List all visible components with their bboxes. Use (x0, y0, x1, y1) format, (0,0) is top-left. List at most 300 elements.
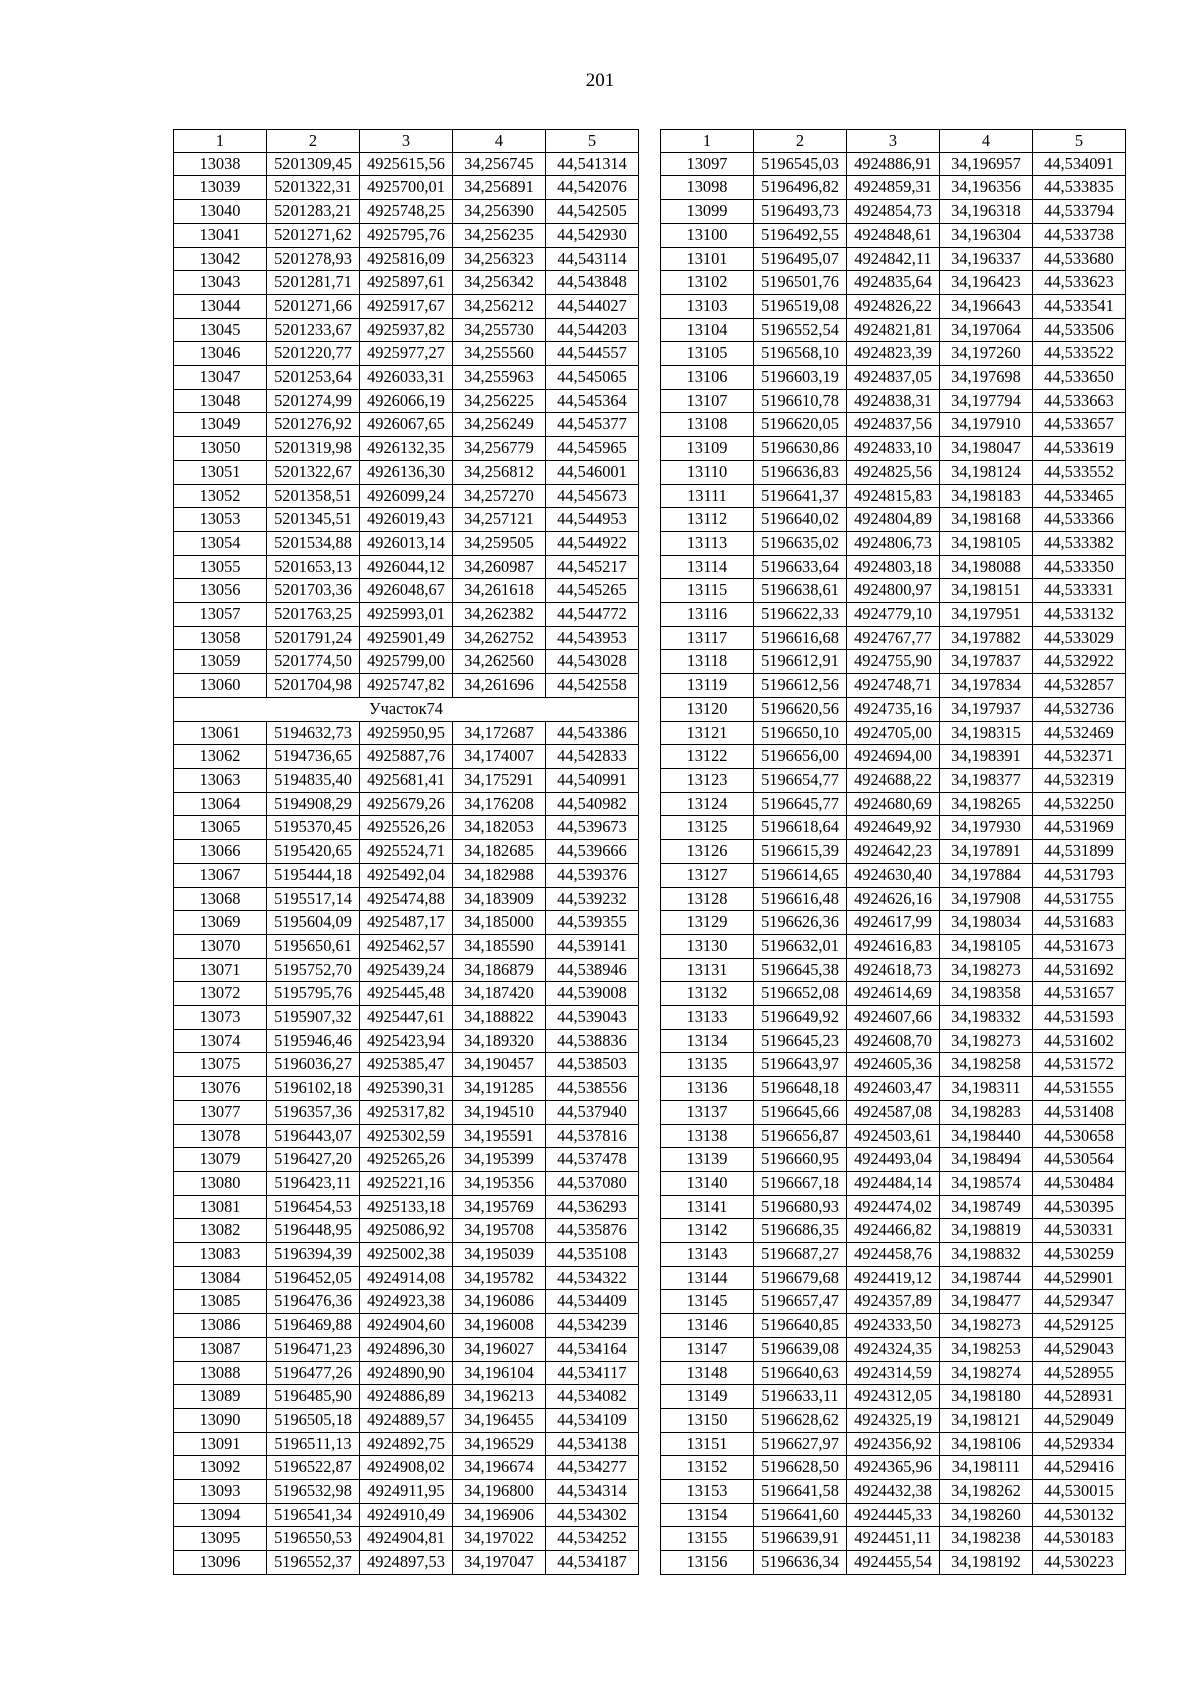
table-cell: 4924503,61 (847, 1124, 940, 1148)
table-cell: 44,538503 (546, 1053, 639, 1077)
table-cell: 5196645,66 (754, 1100, 847, 1124)
table-cell: 5201791,24 (267, 626, 360, 650)
table-cell: 4924806,73 (847, 531, 940, 555)
table-cell: 4925385,47 (360, 1053, 453, 1077)
table-cell: 4924748,71 (847, 674, 940, 698)
table-cell: 44,529416 (1033, 1456, 1126, 1480)
table-cell: 4925462,57 (360, 934, 453, 958)
table-cell: 4924886,91 (847, 152, 940, 176)
table-cell: 44,531692 (1033, 958, 1126, 982)
table-cell: 4924688,22 (847, 768, 940, 792)
table-row (174, 792, 639, 816)
table-cell: 34,196337 (940, 247, 1033, 271)
table-cell: 44,534117 (546, 1361, 639, 1385)
table-row (661, 626, 1126, 650)
table-cell: 4925445,48 (360, 982, 453, 1006)
table-row (661, 1432, 1126, 1456)
table-cell: 13073 (174, 1006, 267, 1030)
table-cell: 4924649,92 (847, 816, 940, 840)
table-cell: 13060 (174, 674, 267, 698)
table-cell: 4924474,02 (847, 1195, 940, 1219)
table-cell: 34,197698 (940, 366, 1033, 390)
table-row (661, 271, 1126, 295)
table-cell: 44,534091 (1033, 152, 1126, 176)
table-cell: 4924815,83 (847, 484, 940, 508)
table-cell: 5196505,18 (267, 1408, 360, 1432)
table-cell: 34,198262 (940, 1480, 1033, 1504)
table-row (661, 792, 1126, 816)
table-cell: 44,533522 (1033, 342, 1126, 366)
table-cell: 44,537478 (546, 1148, 639, 1172)
table-cell: 5196641,60 (754, 1503, 847, 1527)
table-cell: 4925816,09 (360, 247, 453, 271)
table-cell: 44,533794 (1033, 200, 1126, 224)
table-row (661, 1029, 1126, 1053)
table-cell: 44,539673 (546, 816, 639, 840)
table-cell: 4924825,56 (847, 460, 940, 484)
table-cell: 13142 (661, 1219, 754, 1243)
table-cell: 34,256812 (453, 460, 546, 484)
table-row (661, 294, 1126, 318)
table-cell: 34,197884 (940, 863, 1033, 887)
table-row (174, 887, 639, 911)
table-cell: 5196616,48 (754, 887, 847, 911)
table-cell: 44,533132 (1033, 603, 1126, 627)
table-cell: 34,256235 (453, 223, 546, 247)
table-cell: 13053 (174, 508, 267, 532)
table-cell: 13097 (661, 152, 754, 176)
table-cell: 4924484,14 (847, 1171, 940, 1195)
table-cell: 44,532250 (1033, 792, 1126, 816)
table-cell: 44,533331 (1033, 579, 1126, 603)
table-cell: 5196679,68 (754, 1266, 847, 1290)
table-row (661, 887, 1126, 911)
table-row (661, 1053, 1126, 1077)
table-cell: 5196648,18 (754, 1077, 847, 1101)
table-cell: 13127 (661, 863, 754, 887)
table-row (174, 366, 639, 390)
table-cell: 13062 (174, 745, 267, 769)
table-cell: 4925317,82 (360, 1100, 453, 1124)
table-cell: 34,183909 (453, 887, 546, 911)
table-cell: 13086 (174, 1314, 267, 1338)
table-row (661, 1314, 1126, 1338)
table-cell: 13071 (174, 958, 267, 982)
table-cell: 44,534138 (546, 1432, 639, 1456)
table-row (174, 1337, 639, 1361)
table-cell: 5196650,10 (754, 721, 847, 745)
table-row (661, 745, 1126, 769)
table-cell: 5201253,64 (267, 366, 360, 390)
table-cell: 34,198238 (940, 1527, 1033, 1551)
table-cell: 5201233,67 (267, 318, 360, 342)
table-cell: 34,196104 (453, 1361, 546, 1385)
table-cell: 5196610,78 (754, 389, 847, 413)
table-cell: 44,538946 (546, 958, 639, 982)
table-row (174, 840, 639, 864)
table-cell: 13058 (174, 626, 267, 650)
table-cell: 13109 (661, 437, 754, 461)
table-cell: 44,529901 (1033, 1266, 1126, 1290)
table-cell: 5196493,73 (754, 200, 847, 224)
table-cell: 44,538836 (546, 1029, 639, 1053)
table-cell: 5196667,18 (754, 1171, 847, 1195)
table-row (661, 152, 1126, 176)
table-cell: 34,198180 (940, 1385, 1033, 1409)
table-cell: 4924892,75 (360, 1432, 453, 1456)
table-row (174, 1219, 639, 1243)
table-cell: 5196616,68 (754, 626, 847, 650)
table-cell: 44,530223 (1033, 1551, 1126, 1575)
table-cell: 5196686,35 (754, 1219, 847, 1243)
table-cell: 4924312,05 (847, 1385, 940, 1409)
table-cell: 5196357,36 (267, 1100, 360, 1124)
table-cell: 13040 (174, 200, 267, 224)
table-cell: 13115 (661, 579, 754, 603)
table-cell: 4924587,08 (847, 1100, 940, 1124)
table-cell: 13147 (661, 1337, 754, 1361)
table-row (661, 1148, 1126, 1172)
table-cell: 34,196304 (940, 223, 1033, 247)
table-cell: 34,195591 (453, 1124, 546, 1148)
table-cell: 13101 (661, 247, 754, 271)
table-cell: 34,256249 (453, 413, 546, 437)
table-cell: 5201274,99 (267, 389, 360, 413)
table-cell: 44,534322 (546, 1266, 639, 1290)
table-cell: 13051 (174, 460, 267, 484)
table-cell: 5196645,23 (754, 1029, 847, 1053)
table-cell: 5195444,18 (267, 863, 360, 887)
table-cell: 44,533680 (1033, 247, 1126, 271)
table-cell: 5196680,93 (754, 1195, 847, 1219)
table-cell: 44,534409 (546, 1290, 639, 1314)
table-cell: 34,255963 (453, 366, 546, 390)
table-cell: 44,533663 (1033, 389, 1126, 413)
table-cell: 5196630,86 (754, 437, 847, 461)
table-cell: 5196427,20 (267, 1148, 360, 1172)
table-cell: 13136 (661, 1077, 754, 1101)
table-cell: 4924837,56 (847, 413, 940, 437)
section-header-row (174, 697, 639, 721)
table-cell: 5196485,90 (267, 1385, 360, 1409)
table-cell: 34,198105 (940, 531, 1033, 555)
table-row (174, 152, 639, 176)
table-cell: 34,197260 (940, 342, 1033, 366)
table-cell: 34,198332 (940, 1006, 1033, 1030)
table-cell: 13048 (174, 389, 267, 413)
coordinates-table-left (173, 129, 639, 1575)
table-cell: 44,539666 (546, 840, 639, 864)
table-cell: 4925526,26 (360, 816, 453, 840)
table-cell: 44,542076 (546, 176, 639, 200)
table-cell: 44,539043 (546, 1006, 639, 1030)
table-cell: 44,534302 (546, 1503, 639, 1527)
table-cell: 34,196800 (453, 1480, 546, 1504)
table-cell: 34,256779 (453, 437, 546, 461)
table-cell: 44,530331 (1033, 1219, 1126, 1243)
table-cell: 34,182685 (453, 840, 546, 864)
table-cell: 5196649,92 (754, 1006, 847, 1030)
table-row (174, 389, 639, 413)
table-cell: 44,533366 (1033, 508, 1126, 532)
table-cell: 4924821,81 (847, 318, 940, 342)
table-row (661, 484, 1126, 508)
table-cell: 5196660,95 (754, 1148, 847, 1172)
table-cell: 34,195708 (453, 1219, 546, 1243)
table-cell: 5201283,21 (267, 200, 360, 224)
table-cell: 13047 (174, 366, 267, 390)
table-cell: 34,196455 (453, 1408, 546, 1432)
table-cell: 44,532736 (1033, 697, 1126, 721)
table-cell: 13063 (174, 768, 267, 792)
table-cell: 13052 (174, 484, 267, 508)
table-cell: 4925221,16 (360, 1171, 453, 1195)
table-cell: 5201278,93 (267, 247, 360, 271)
table-cell: 4925993,01 (360, 603, 453, 627)
table-cell: 34,198377 (940, 768, 1033, 792)
table-cell: 13068 (174, 887, 267, 911)
column-header: 1 (174, 130, 267, 153)
table-cell: 4925937,82 (360, 318, 453, 342)
table-cell: 44,529125 (1033, 1314, 1126, 1338)
table-cell: 34,182053 (453, 816, 546, 840)
table-cell: 44,545673 (546, 484, 639, 508)
page-number: 201 (585, 70, 615, 91)
table-row (174, 1527, 639, 1551)
table-row (661, 1361, 1126, 1385)
table-row (661, 1480, 1126, 1504)
table-cell: 13077 (174, 1100, 267, 1124)
table-cell: 5196632,01 (754, 934, 847, 958)
table-row (661, 1266, 1126, 1290)
table-cell: 13039 (174, 176, 267, 200)
table-cell: 13154 (661, 1503, 754, 1527)
table-cell: 34,195782 (453, 1266, 546, 1290)
table-cell: 44,534239 (546, 1314, 639, 1338)
table-cell: 5195370,45 (267, 816, 360, 840)
table-cell: 44,534187 (546, 1551, 639, 1575)
table-row (174, 437, 639, 461)
table-cell: 34,256342 (453, 271, 546, 295)
table-cell: 13043 (174, 271, 267, 295)
table-cell: 44,531602 (1033, 1029, 1126, 1053)
table-cell: 44,533552 (1033, 460, 1126, 484)
table-cell: 13146 (661, 1314, 754, 1338)
table-cell: 4924608,70 (847, 1029, 940, 1053)
table-cell: 34,197891 (940, 840, 1033, 864)
table-cell: 34,198494 (940, 1148, 1033, 1172)
table-cell: 5196541,34 (267, 1503, 360, 1527)
table-cell: 4924735,16 (847, 697, 940, 721)
table-row (661, 1527, 1126, 1551)
table-cell: 13080 (174, 1171, 267, 1195)
table-cell: 34,256390 (453, 200, 546, 224)
table-cell: 5196394,39 (267, 1243, 360, 1267)
table-cell: 13088 (174, 1361, 267, 1385)
table-cell: 44,530484 (1033, 1171, 1126, 1195)
table-cell: 44,542558 (546, 674, 639, 698)
table-cell: 34,198168 (940, 508, 1033, 532)
table-cell: 13143 (661, 1243, 754, 1267)
table-cell: 4925747,82 (360, 674, 453, 698)
table-cell: 34,198311 (940, 1077, 1033, 1101)
table-cell: 44,532319 (1033, 768, 1126, 792)
table-cell: 13044 (174, 294, 267, 318)
table-cell: 4925799,00 (360, 650, 453, 674)
table-cell: 44,533657 (1033, 413, 1126, 437)
table-cell: 44,533350 (1033, 555, 1126, 579)
table-cell: 13050 (174, 437, 267, 461)
table-cell: 44,529043 (1033, 1337, 1126, 1361)
table-cell: 13131 (661, 958, 754, 982)
table-cell: 13095 (174, 1527, 267, 1551)
table-cell: 13093 (174, 1480, 267, 1504)
table-cell: 13106 (661, 366, 754, 390)
table-cell: 5196627,97 (754, 1432, 847, 1456)
table-cell: 5196496,82 (754, 176, 847, 200)
table-cell: 34,197064 (940, 318, 1033, 342)
table-cell: 44,533541 (1033, 294, 1126, 318)
table-cell: 13141 (661, 1195, 754, 1219)
table-cell: 4924848,61 (847, 223, 940, 247)
table-body (661, 152, 1126, 1574)
table-cell: 13107 (661, 389, 754, 413)
table-cell: 13152 (661, 1456, 754, 1480)
table-cell: 5196639,08 (754, 1337, 847, 1361)
table-row (174, 318, 639, 342)
table-row (174, 1195, 639, 1219)
table-cell: 4925524,71 (360, 840, 453, 864)
table-cell: 5196471,23 (267, 1337, 360, 1361)
table-cell: 4925901,49 (360, 626, 453, 650)
table-row (661, 579, 1126, 603)
table-row (174, 176, 639, 200)
table-cell: 44,530015 (1033, 1480, 1126, 1504)
table-cell: 4924607,66 (847, 1006, 940, 1030)
table-cell: 34,198260 (940, 1503, 1033, 1527)
table-cell: 5194736,65 (267, 745, 360, 769)
table-cell: 5196620,56 (754, 697, 847, 721)
table-row (174, 1100, 639, 1124)
table-cell: 5196423,11 (267, 1171, 360, 1195)
table-cell: 4924333,50 (847, 1314, 940, 1338)
table-cell: 5196511,13 (267, 1432, 360, 1456)
table-cell: 44,528931 (1033, 1385, 1126, 1409)
table-cell: 44,535876 (546, 1219, 639, 1243)
section-title: Участок74 (174, 697, 639, 721)
table-cell: 5201271,66 (267, 294, 360, 318)
table-row (661, 1385, 1126, 1409)
table-cell: 34,260987 (453, 555, 546, 579)
table-cell: 13126 (661, 840, 754, 864)
table-cell: 4926044,12 (360, 555, 453, 579)
table-cell: 4924466,82 (847, 1219, 940, 1243)
table-row (174, 271, 639, 295)
table-cell: 4924605,36 (847, 1053, 940, 1077)
table-cell: 4924837,05 (847, 366, 940, 390)
table-cell: 13065 (174, 816, 267, 840)
table-row (661, 318, 1126, 342)
table-cell: 5196628,62 (754, 1408, 847, 1432)
table-cell: 13148 (661, 1361, 754, 1385)
table-row (661, 958, 1126, 982)
table-cell: 5196603,19 (754, 366, 847, 390)
table-cell: 4924838,31 (847, 389, 940, 413)
table-cell: 34,198121 (940, 1408, 1033, 1432)
table-cell: 4924859,31 (847, 176, 940, 200)
table-cell: 13121 (661, 721, 754, 745)
table-cell: 44,537080 (546, 1171, 639, 1195)
table-cell: 44,544953 (546, 508, 639, 532)
table-row (661, 437, 1126, 461)
table-cell: 4926136,30 (360, 460, 453, 484)
table-cell: 4924314,59 (847, 1361, 940, 1385)
table-row (174, 342, 639, 366)
column-header: 1 (661, 130, 754, 153)
table-cell: 34,198273 (940, 1314, 1033, 1338)
table-cell: 44,533738 (1033, 223, 1126, 247)
table-cell: 5201220,77 (267, 342, 360, 366)
table-cell: 34,198273 (940, 958, 1033, 982)
table-row (661, 768, 1126, 792)
table-cell: 44,539355 (546, 911, 639, 935)
table-cell: 44,529347 (1033, 1290, 1126, 1314)
table-cell: 13078 (174, 1124, 267, 1148)
table-row (661, 1100, 1126, 1124)
table-cell: 34,198124 (940, 460, 1033, 484)
table-cell: 13108 (661, 413, 754, 437)
table-cell: 34,198744 (940, 1266, 1033, 1290)
table-cell: 5196102,18 (267, 1077, 360, 1101)
table-cell: 5196636,83 (754, 460, 847, 484)
table-cell: 34,197951 (940, 603, 1033, 627)
table-row (174, 579, 639, 603)
table-cell: 4926132,35 (360, 437, 453, 461)
table-header-row (174, 130, 639, 153)
table-cell: 4924603,47 (847, 1077, 940, 1101)
table-cell: 44,536293 (546, 1195, 639, 1219)
table-cell: 34,198183 (940, 484, 1033, 508)
table-cell: 5196645,38 (754, 958, 847, 982)
table-cell: 4924451,11 (847, 1527, 940, 1551)
column-header: 4 (940, 130, 1033, 153)
coordinates-table-right (660, 129, 1126, 1575)
table-cell: 5196550,53 (267, 1527, 360, 1551)
table-cell: 13104 (661, 318, 754, 342)
table-cell: 4924445,33 (847, 1503, 940, 1527)
table-cell: 13125 (661, 816, 754, 840)
table-cell: 4924914,08 (360, 1266, 453, 1290)
table-cell: 13096 (174, 1551, 267, 1575)
table-row (661, 247, 1126, 271)
table-cell: 44,530395 (1033, 1195, 1126, 1219)
table-cell: 4925474,88 (360, 887, 453, 911)
table-cell: 4924642,23 (847, 840, 940, 864)
table-row (174, 650, 639, 674)
table-cell: 13094 (174, 1503, 267, 1527)
table-cell: 4925086,92 (360, 1219, 453, 1243)
table-row (661, 1456, 1126, 1480)
table-cell: 5196633,11 (754, 1385, 847, 1409)
table-cell: 5196636,34 (754, 1551, 847, 1575)
table-cell: 4924889,57 (360, 1408, 453, 1432)
table-cell: 44,533650 (1033, 366, 1126, 390)
table-cell: 13098 (661, 176, 754, 200)
table-cell: 34,197930 (940, 816, 1033, 840)
table-row (174, 603, 639, 627)
table-cell: 5201763,25 (267, 603, 360, 627)
table-cell: 13083 (174, 1243, 267, 1267)
